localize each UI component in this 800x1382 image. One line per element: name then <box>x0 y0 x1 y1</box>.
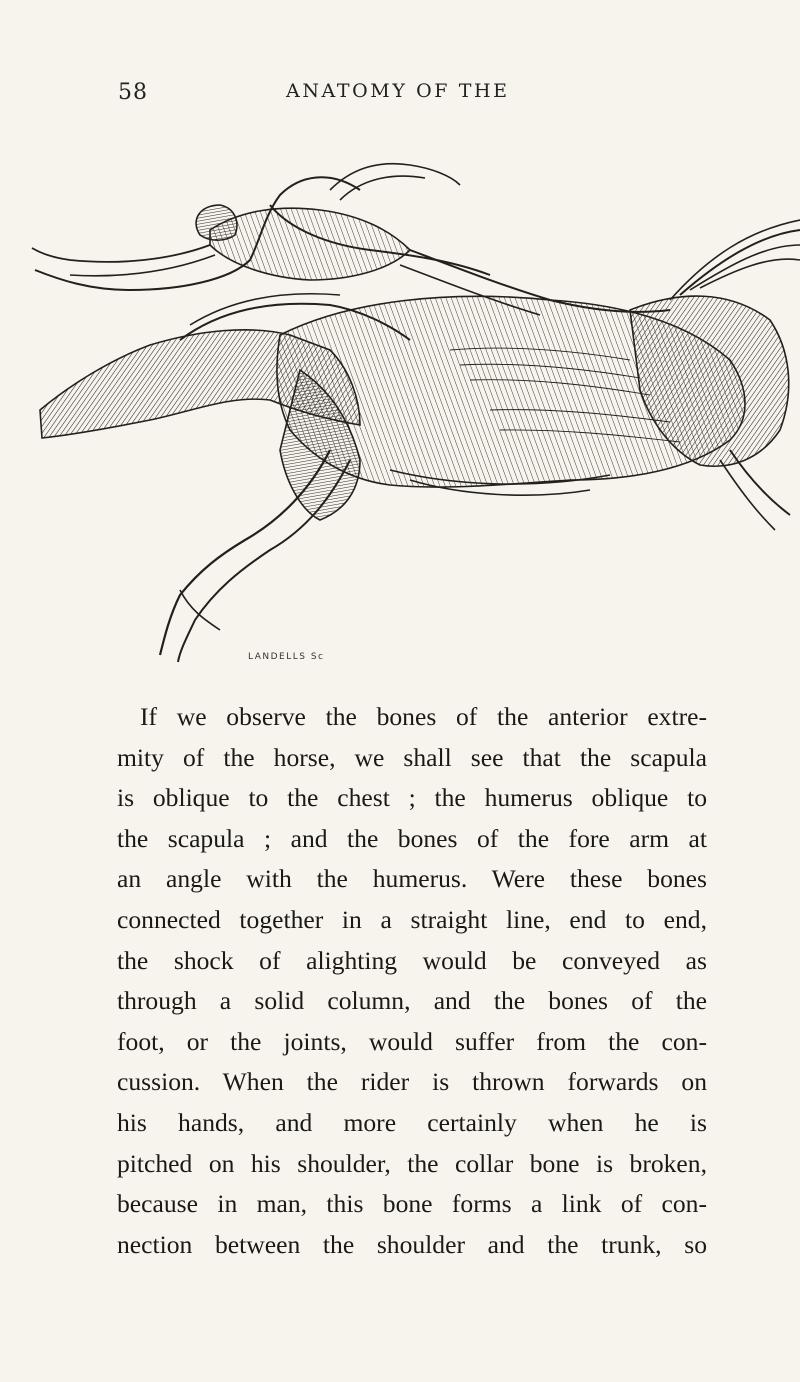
running-head <box>0 80 800 110</box>
rider-figure <box>32 164 670 315</box>
text-line: through a solid column, and the bones of the <box>117 986 707 1016</box>
text-line: If we observe the bones of the anterior extre- <box>140 702 707 731</box>
text-line: the shock of alighting would be conveyed as <box>117 945 707 975</box>
page-number: 58 <box>118 80 148 105</box>
text-line: the scapula ; and the bones of the fore arm at <box>117 823 707 853</box>
running-title: ANATOMY OF THE <box>286 80 510 102</box>
engraving-figure <box>30 150 800 670</box>
horse-and-rider-engraving <box>30 150 800 670</box>
text-line: cussion. When the rider is thrown forwards on <box>117 1067 707 1097</box>
text-line: his hands, and more certainly when he is <box>117 1107 707 1137</box>
text-line: an angle with the humerus. Were these bones <box>117 864 707 894</box>
text-line: because in man, this bone forms a link of con- <box>117 1189 707 1219</box>
body-paragraph <box>117 697 707 1265</box>
text-line: is oblique to the chest ; the humerus oblique to <box>117 783 707 813</box>
text-line: pitched on his shoulder, the collar bone is broken, <box>117 1148 707 1178</box>
text-line: mity of the horse, we shall see that the scapula <box>117 742 707 772</box>
horse-figure <box>40 220 800 662</box>
text-line: nection between the shoulder and the trunk, so <box>117 1229 707 1259</box>
text-line: connected together in a straight line, end to end, <box>117 904 707 934</box>
engraver-signature: LANDELLS Sc <box>248 652 325 662</box>
text-line: foot, or the joints, would suffer from the con- <box>117 1026 707 1056</box>
